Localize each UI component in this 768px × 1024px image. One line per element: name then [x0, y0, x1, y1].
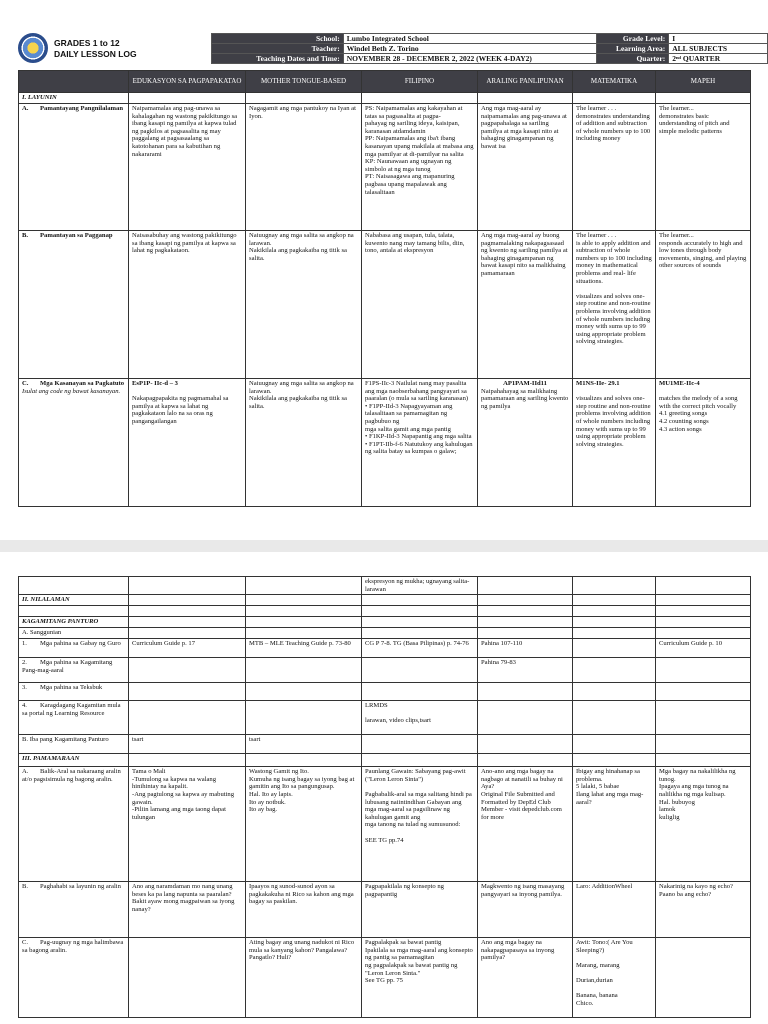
col-header-filipino: FILIPINO [362, 71, 478, 93]
cell: CG P 7-8. TG (Basa Pilipinas) p. 74-76 [362, 639, 478, 658]
cell: tsart [246, 735, 362, 754]
column-header-row [19, 71, 751, 93]
col-header-esp: EDUKASYON SA PAGPAPAKATAO [129, 71, 246, 93]
cell [129, 683, 246, 701]
cell: LRMDS larawan, video clips,tsart [362, 701, 478, 735]
col-header-mapeh: MAPEH [656, 71, 751, 93]
cell: Pagpapakilala ng konsepto ng pagpapantig [362, 882, 478, 938]
cell: Naipamamalas ang pag-unawa sa kahalagahan ng wastong pakikitungo sa ibang kasapi ng pamilya at kapwa tulad ng pagkilos at pagsasalita ng may paggalang at pagsasaalang sa katotohanan para sa kabutihan ng nakararami [129, 104, 246, 231]
row-blank [19, 606, 751, 617]
cell [362, 683, 478, 701]
cell: Ang mga mag-aaral ay buong pagmamalaking nakapagsasaad ng kwento ng sariling pamilya at bahaging ginagampanan ng bawat kasapi nito sa malikhaing pamamaraan [478, 231, 573, 379]
cell [656, 683, 751, 701]
teacher-value: Windel Beth Z. Torino [343, 44, 597, 54]
row-label-sanggunian: A. Sanggunian [19, 628, 129, 639]
row-pag-uugnay [19, 938, 751, 1018]
cell: MU1ME-IIc-4 matches the melody of a song with the correct pitch vocally 4.1 greeting songs 4.2 counting songs 4.3 action songs [656, 379, 751, 507]
layunin-row [19, 93, 751, 104]
cell: Ipaayos ng sunod-sunod ayon sa pagkakakuha ni Rico sa kahon ang mga bagay sa paskilan. [246, 882, 362, 938]
row-label-a: A. Pamantayang Pangnilalaman [19, 104, 129, 231]
cell: tsart [129, 735, 246, 754]
row-sanggunian [19, 628, 751, 639]
cell: MTB – MLE Teaching Guide p. 73-80 [246, 639, 362, 658]
cell: Naiuugnay ang mga salita sa angkop na larawan. Nakikilala ang pagkakaiba ng titik sa salita. [246, 231, 362, 379]
row-label-4: 4. Karagdagang Kagamitan mula sa portal ng Learning Resource [19, 701, 129, 735]
row-gabay-guro [19, 639, 751, 658]
cell [129, 701, 246, 735]
row-label-c-sub: Isulat ang code ng bawat kasanayan. [22, 387, 121, 395]
log-title-line2: DAILY LESSON LOG [54, 49, 137, 59]
cell: Nababasa ang usapan, tula, talata, kuwento nang may tamang bilis, diin, tono, antala at ekspresyon [362, 231, 478, 379]
cell: Ano ang mga bagay na nakapagpapasaya sa inyong pamilya? [478, 938, 573, 1018]
row-kagamitan [19, 617, 751, 628]
row-label-b2: B. Iba pang Kagamitang Panturo [19, 735, 129, 754]
cell: Pahina 107-110 [478, 639, 573, 658]
row-label-2: 2. Mga pahina sa Kagamitang Pang-mag-aaral [19, 658, 129, 683]
teacher-label: Teacher: [212, 44, 344, 54]
row-learning-resource [19, 701, 751, 735]
cell [362, 658, 478, 683]
row-teksbuk [19, 683, 751, 701]
row-label-c: C. Mga Kasanayan sa Pagkatuto Isulat ang code ng bawat kasanayan. [19, 379, 129, 507]
cell: Paunlang Gawain: Sabayang pag-awit ("Leron Leron Sinta") Pagbabalik-aral sa mga salitang hindi pa lubusang naiintindihan Gabayan ang mga mag-aaral sa pagsilinaw ng kahulugan gamit ang mga tanong na tulad ng sumusunod: SEE TG pp.74 [362, 767, 478, 882]
cell [573, 701, 656, 735]
cell [478, 701, 573, 735]
log-title [54, 38, 137, 60]
row-label-1: 1. Mga pahina sa Gabay ng Guro [19, 639, 129, 658]
cell: Magkwento ng isang masayang pangyayari sa inyong pamilya. [478, 882, 573, 938]
cell: The learner . . . is able to apply addition and subtraction of whole numbers up to 100 including money in mathematical problems and real- life situations. visualizes and solves one-step routine and non-routine problems involving addition of whole numbers including money with sums up to 99 using appropriate problem solving strategies. [573, 231, 656, 379]
dates-value: NOVEMBER 28 - DECEMBER 2, 2022 (WEEK 4-DAY2) [343, 54, 597, 64]
cell: Tama o Mali -Tumulong sa kapwa na walang hinihintay na kapalit. -Ang pagtulong sa kapwa ay mabuting gawain. -Piliin lamang ang mga taong dapat tulungan [129, 767, 246, 882]
row-label-pb: B. Paghahabi sa layunin ng aralin [19, 882, 129, 938]
school-value: Lumbo Integrated School [343, 34, 597, 44]
page-2 [0, 552, 768, 1024]
cell: PS: Naipamamalas ang kakayahan at tatas sa pagsasalita at pagpa- pahayag ng sariling ideya, kaisipan, karanasan atdamdamin PP: Naipamamalas ang iba't ibang kasanayan upang makilala at mabasa ang mga pamilyar at di-pamilyar na salita KP: Naunawaan ang ugnayan ng simbolo at ng mga tunog PT: Naisasagawa ang mapanuring pagbasa upang mapalawak ang talasalitaan [362, 104, 478, 231]
cell [573, 639, 656, 658]
cell [246, 701, 362, 735]
grade-label: Grade Level: [597, 34, 669, 44]
cell: AP1PAM-IId11 Naipahahayag sa malikhaing pamamaraan ang sariling kwento ng pamilya [478, 379, 573, 507]
cell [129, 938, 246, 1018]
cell: Curriculum Guide p. 17 [129, 639, 246, 658]
cell: Ang mga mag-aaral ay naipamamalas ang pag-unawa at pagpapahalaga sa sariling pamilya at mga kasapi nito at bahaging ginagampanan ng bawat isa [478, 104, 573, 231]
quarter-value: 2ⁿᵈ QUARTER [669, 54, 768, 64]
row-pamantayang-pangnilalaman [19, 104, 751, 231]
cell: Laro: AdditionWheel [573, 882, 656, 938]
cell: ekspresyon ng mukha; ugnayang salita-larawan [362, 577, 478, 595]
cell: Curriculum Guide p. 10 [656, 639, 751, 658]
cell [656, 658, 751, 683]
cell [573, 658, 656, 683]
cell [478, 683, 573, 701]
quarter-label: Quarter: [597, 54, 669, 64]
row-nilalaman [19, 595, 751, 606]
row-pamamaraan [19, 754, 751, 767]
cell: Nakarinig na kayo ng echo? Paano ba ang echo? [656, 882, 751, 938]
cell: F1PS-IIc-3 Nailulat nang may pasalita ang mga naobserbahang pangyayari sa paaralan (o mula sa sariling karanasan) • F1PP-IId-3 Napagyayaman ang talasalitaan sa pamamagitan ng pagbubuo ng mga salita gamit ang mga pantig • F1KP-IId-3 Napapantig ang mga salita • F1PT-IIb-f-6 Natutukoy ang kahulugan ng salita batay sa kumpas o galaw; [362, 379, 478, 507]
cell [478, 735, 573, 754]
row-pamantayan-sa-pagganap [19, 231, 751, 379]
cell [246, 658, 362, 683]
cell: Pahina 79-83 [478, 658, 573, 683]
header [18, 33, 750, 63]
cell [656, 938, 751, 1018]
cell: Naiuugnay ang mga salita sa angkop na larawan. Nakikilala ang pagkakaiba ng titik sa salita. [246, 379, 362, 507]
cell: Nagagamit ang mga pantukoy na Iyan at Iyon. [246, 104, 362, 231]
cell: Mga bagay na nakalilikha ng tunog. Ipagaya ang mga tunog na nalilikha ng mga kulisap. Hal. bubuyog lamok kuliglig [656, 767, 751, 882]
cell: Ating bagay ang unang nadukot ni Rico mula sa kanyang kahon? Pangalawa? Pangatlo? Huli? [246, 938, 362, 1018]
cell [129, 658, 246, 683]
col-header-ap: ARALING PANLIPUNAN [478, 71, 573, 93]
row-balik-aral [19, 767, 751, 882]
cell: EsP1P- IIc-d – 3 Nakapagpapakita ng pagmamahal sa pamilya at kapwa sa lahat ng pagkakataon lalo na sa oras ng pangangailangan [129, 379, 246, 507]
row-label-3: 3. Mga pahina sa Teksbuk [19, 683, 129, 701]
row-label-b: B. Pamantayan sa Pagganap [19, 231, 129, 379]
cell: Ano-ano ang mga bagay na nagbago at nanatili sa buhay ni Aya? Original File Submitted and Formatted by DepEd Club Member - visit depedclub.com for more [478, 767, 573, 882]
area-value: ALL SUBJECTS [669, 44, 768, 54]
corner-header [19, 71, 129, 93]
cell [362, 735, 478, 754]
cell: Pagpalakpak sa bawat pantig Ipakilala sa mga mag-aaral ang konsepto ng pantig sa pamamagitan ng pagpalakpak sa bawat pantig ng "Leron Leron Sinta." See TG pp. 75 [362, 938, 478, 1018]
header-info-table [211, 33, 768, 64]
section-layunin: I. LAYUNIN [19, 93, 129, 104]
row-label-pc: C. Pag-uugnay ng mga halimbawa sa bagong aralin. [19, 938, 129, 1018]
cell [246, 683, 362, 701]
row-label-pa: A. Balik-Aral sa nakaraang aralin at/o pagsisimula ng bagong aralin. [19, 767, 129, 882]
dates-label: Teaching Dates and Time: [212, 54, 344, 64]
cell: The learner... demonstrates basic understanding of pitch and simple melodic patterns [656, 104, 751, 231]
row-carryover [19, 577, 751, 595]
cell: Wastong Gamit ng Ito. Kumuha ng isang bagay sa iyong bag at gamitin ang Ito sa pangungusap. Hal. Ito ay lapis. Ito ay notbuk. Ito ay bag. [246, 767, 362, 882]
cell [656, 701, 751, 735]
section-pamamaraan: III. PAMAMARAAN [19, 754, 129, 767]
cell: Ano ang naramdaman mo nang unang beses ka pa lang napunta sa paaralan? Bakit ayaw mong magpaiwan sa iyong nanay? [129, 882, 246, 938]
col-header-math: MATEMATIKA [573, 71, 656, 93]
section-kagamitan: KAGAMITANG PANTURO [19, 617, 129, 628]
cell: Awit: Tono:( Are You Sleeping?) Marang, marang Durian,durian Banana, banana Chico. [573, 938, 656, 1018]
area-label: Learning Area: [597, 44, 669, 54]
cell: The learner... responds accurately to high and low tones through body movements, singing, and playing other sources of sounds [656, 231, 751, 379]
section-nilalaman: II. NILALAMAN [19, 595, 129, 606]
cell: The learner . . . demonstrates understanding of addition and subtraction of whole numbers up to 100 including money [573, 104, 656, 231]
deped-seal-icon [18, 33, 48, 63]
cell: Ibigay ang hinahanap sa problema. 5 lalaki, 5 babae Ilang lahat ang mga mag-aaral? [573, 767, 656, 882]
row-mga-kasanayan [19, 379, 751, 507]
lesson-table-page1 [18, 70, 751, 507]
row-paghahabi [19, 882, 751, 938]
log-title-line1: GRADES 1 to 12 [54, 38, 120, 48]
school-label: School: [212, 34, 344, 44]
cell: M1NS-IIe- 29.1 visualizes and solves one-step routine and non-routine problems involving addition of whole numbers including money with sums up to 99 using appropriate problem solving strategies. [573, 379, 656, 507]
row-kagamitang-pang-mag-aaral [19, 658, 751, 683]
row-iba-pang-kagamitan [19, 735, 751, 754]
cell [573, 683, 656, 701]
grade-value: I [669, 34, 768, 44]
cell [656, 735, 751, 754]
col-header-mtb: MOTHER TONGUE-BASED [246, 71, 362, 93]
lesson-table-page2 [18, 576, 751, 1018]
cell [573, 735, 656, 754]
cell: Naisasabuhay ang wastong pakikitungo sa ibang kasapi ng pamilya at kapwa sa lahat ng pagkakataon. [129, 231, 246, 379]
